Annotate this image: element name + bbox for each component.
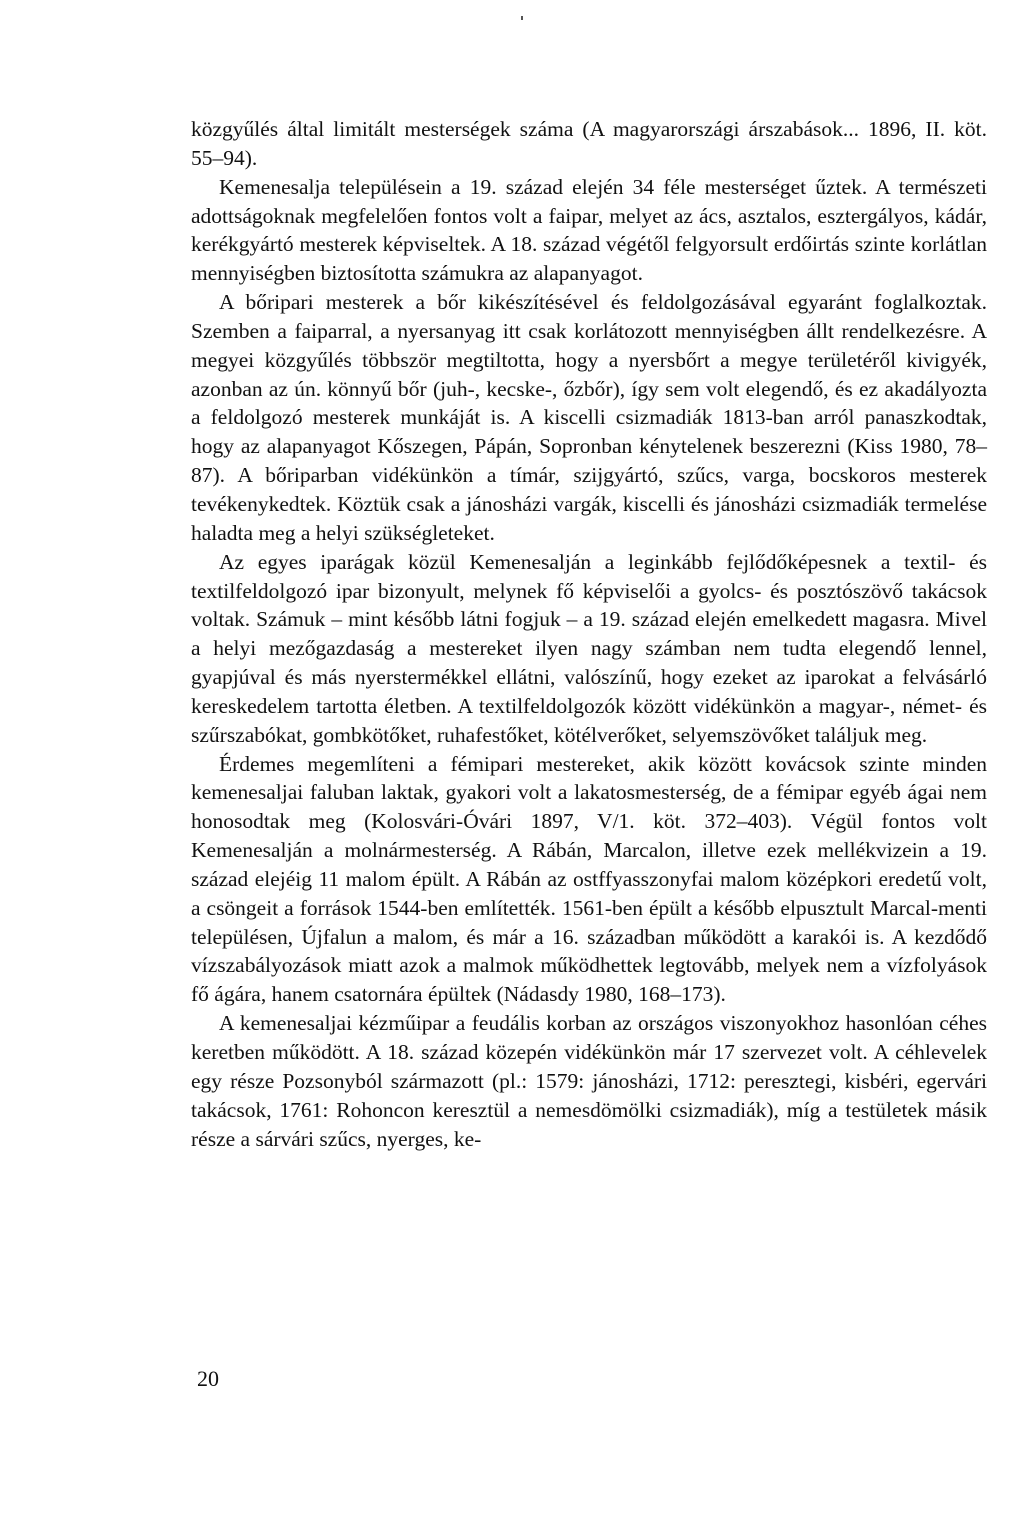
scan-mark: [521, 16, 523, 20]
body-text: [191, 115, 987, 1153]
paragraph-continuation: közgyűlés által limitált mesterségek száma (A magyarországi árszabások... 1896, II. köt. 55–94).: [191, 117, 987, 170]
paragraph-leather-industry: A bőripari mesterek a bőr kikészítésével és feldolgozásával egyaránt foglalkoztak. Szemben a faiparral, a nyersanyag itt csak korlátozott mennyiségben állt rendelkezésre. A megyei közgyűlés többször megtiltotta, hogy a nyersbőrt a megye területéről kivigyék, azonban az ún. könnyű bőr (juh-, kecske-, őzbőr), így sem volt elegendő, és ez akadályozta a feldolgozó mesterek munkáját is. A kiscelli csizmadiák 1813-ban arról panaszkodtak, hogy az alapanyagot Kőszegen, Pápán, Sopronban kénytelenek beszerezni (Kiss 1980, 78–87). A bőriparban vidékünkön a tímár, szijgyártó, szűcs, varga, bocskoros mesterek tevékenykedtek. Köztük csak a jánosházi vargák, kiscelli és jánosházi csizmadiák termelése haladta meg a helyi szükségleteket.: [191, 290, 987, 545]
paragraph-metal-and-mills: Érdemes megemlíteni a fémipari mestereket, akik között kovácsok szinte minden kemenesaljai faluban laktak, gyakori volt a lakatosmesterség, de a fémipar egyéb ágai nem honosodtak meg (Kolosvári-Óvári 1897, V/1. köt. 372–403). Végül fontos volt Kemenesalján a molnármesterség. A Rábán, Marcalon, illetve ezek mellékvizein a 19. század elejéig 11 malom épült. A Rábán az ostffyasszonyfai malom középkori eredetű volt, a csöngeit a források 1544-ben említették. 1561-ben épült a később elpusztult Marcal-menti településen, Újfalun a malom, és már a 16. században működött a karakói is. A kezdődő vízszabályozások miatt azok a malmok működhettek legtovább, melyek nem a vízfolyások fő ágára, hanem csatornára épültek (Nádasdy 1980, 168–173).: [191, 751, 987, 1007]
paragraph-kemenesalja-trades: Kemenesalja településein a 19. század elején 34 féle mesterséget űztek. A természeti adottságoknak megfelelően fontos volt a faipar, melyet az ács, asztalos, esztergályos, kádár, kerékgyártó mesterek képviseltek. A 18. század végétől felgyorsult erdőirtás szinte korlátlan mennyiségben biztosította számukra az alapanyagot.: [191, 174, 987, 286]
paragraph-textile-industry: Az egyes iparágak közül Kemenesalján a leginkább fejlődőképesnek a textil- és textilfeldolgozó ipar bizonyult, melynek fő képviselői a gyolcs- és posztószövő takácsok voltak. Számuk – mint később látni fogjuk – a 19. század elején emelkedett magasra. Mivel a helyi mezőgazdaság a mestereket ilyen nagy számban nem tudta elegendő lennel, gyapjúval és más nyerstermékkel ellátni, valószínű, hogy ezeket az iparokat a felvásárló kereskedelem tartotta életben. A textilfeldolgozók között vidékünkön a magyar-, német- és szűrszabókat, gombkötőket, ruhafestőket, kötélverőket, selyemszövőket találjuk meg.: [191, 549, 987, 747]
paragraph-guilds: A kemenesaljai kézműipar a feudális korban az országos viszonyokhoz hasonlóan céhes keretben működött. A 18. század közepén vidékünkön már 17 szervezet volt. A céhlevelek egy része Pozsonyból származott (pl.: 1579: jánosházi, 1712: peresztegi, kisbéri, egervári takácsok, 1761: Rohoncon keresztül a nemesdömölki csizmadiák), míg a testületek másik része a sárvári szűcs, nyerges, ke-: [191, 1011, 987, 1151]
page-number: 20: [197, 1366, 219, 1391]
